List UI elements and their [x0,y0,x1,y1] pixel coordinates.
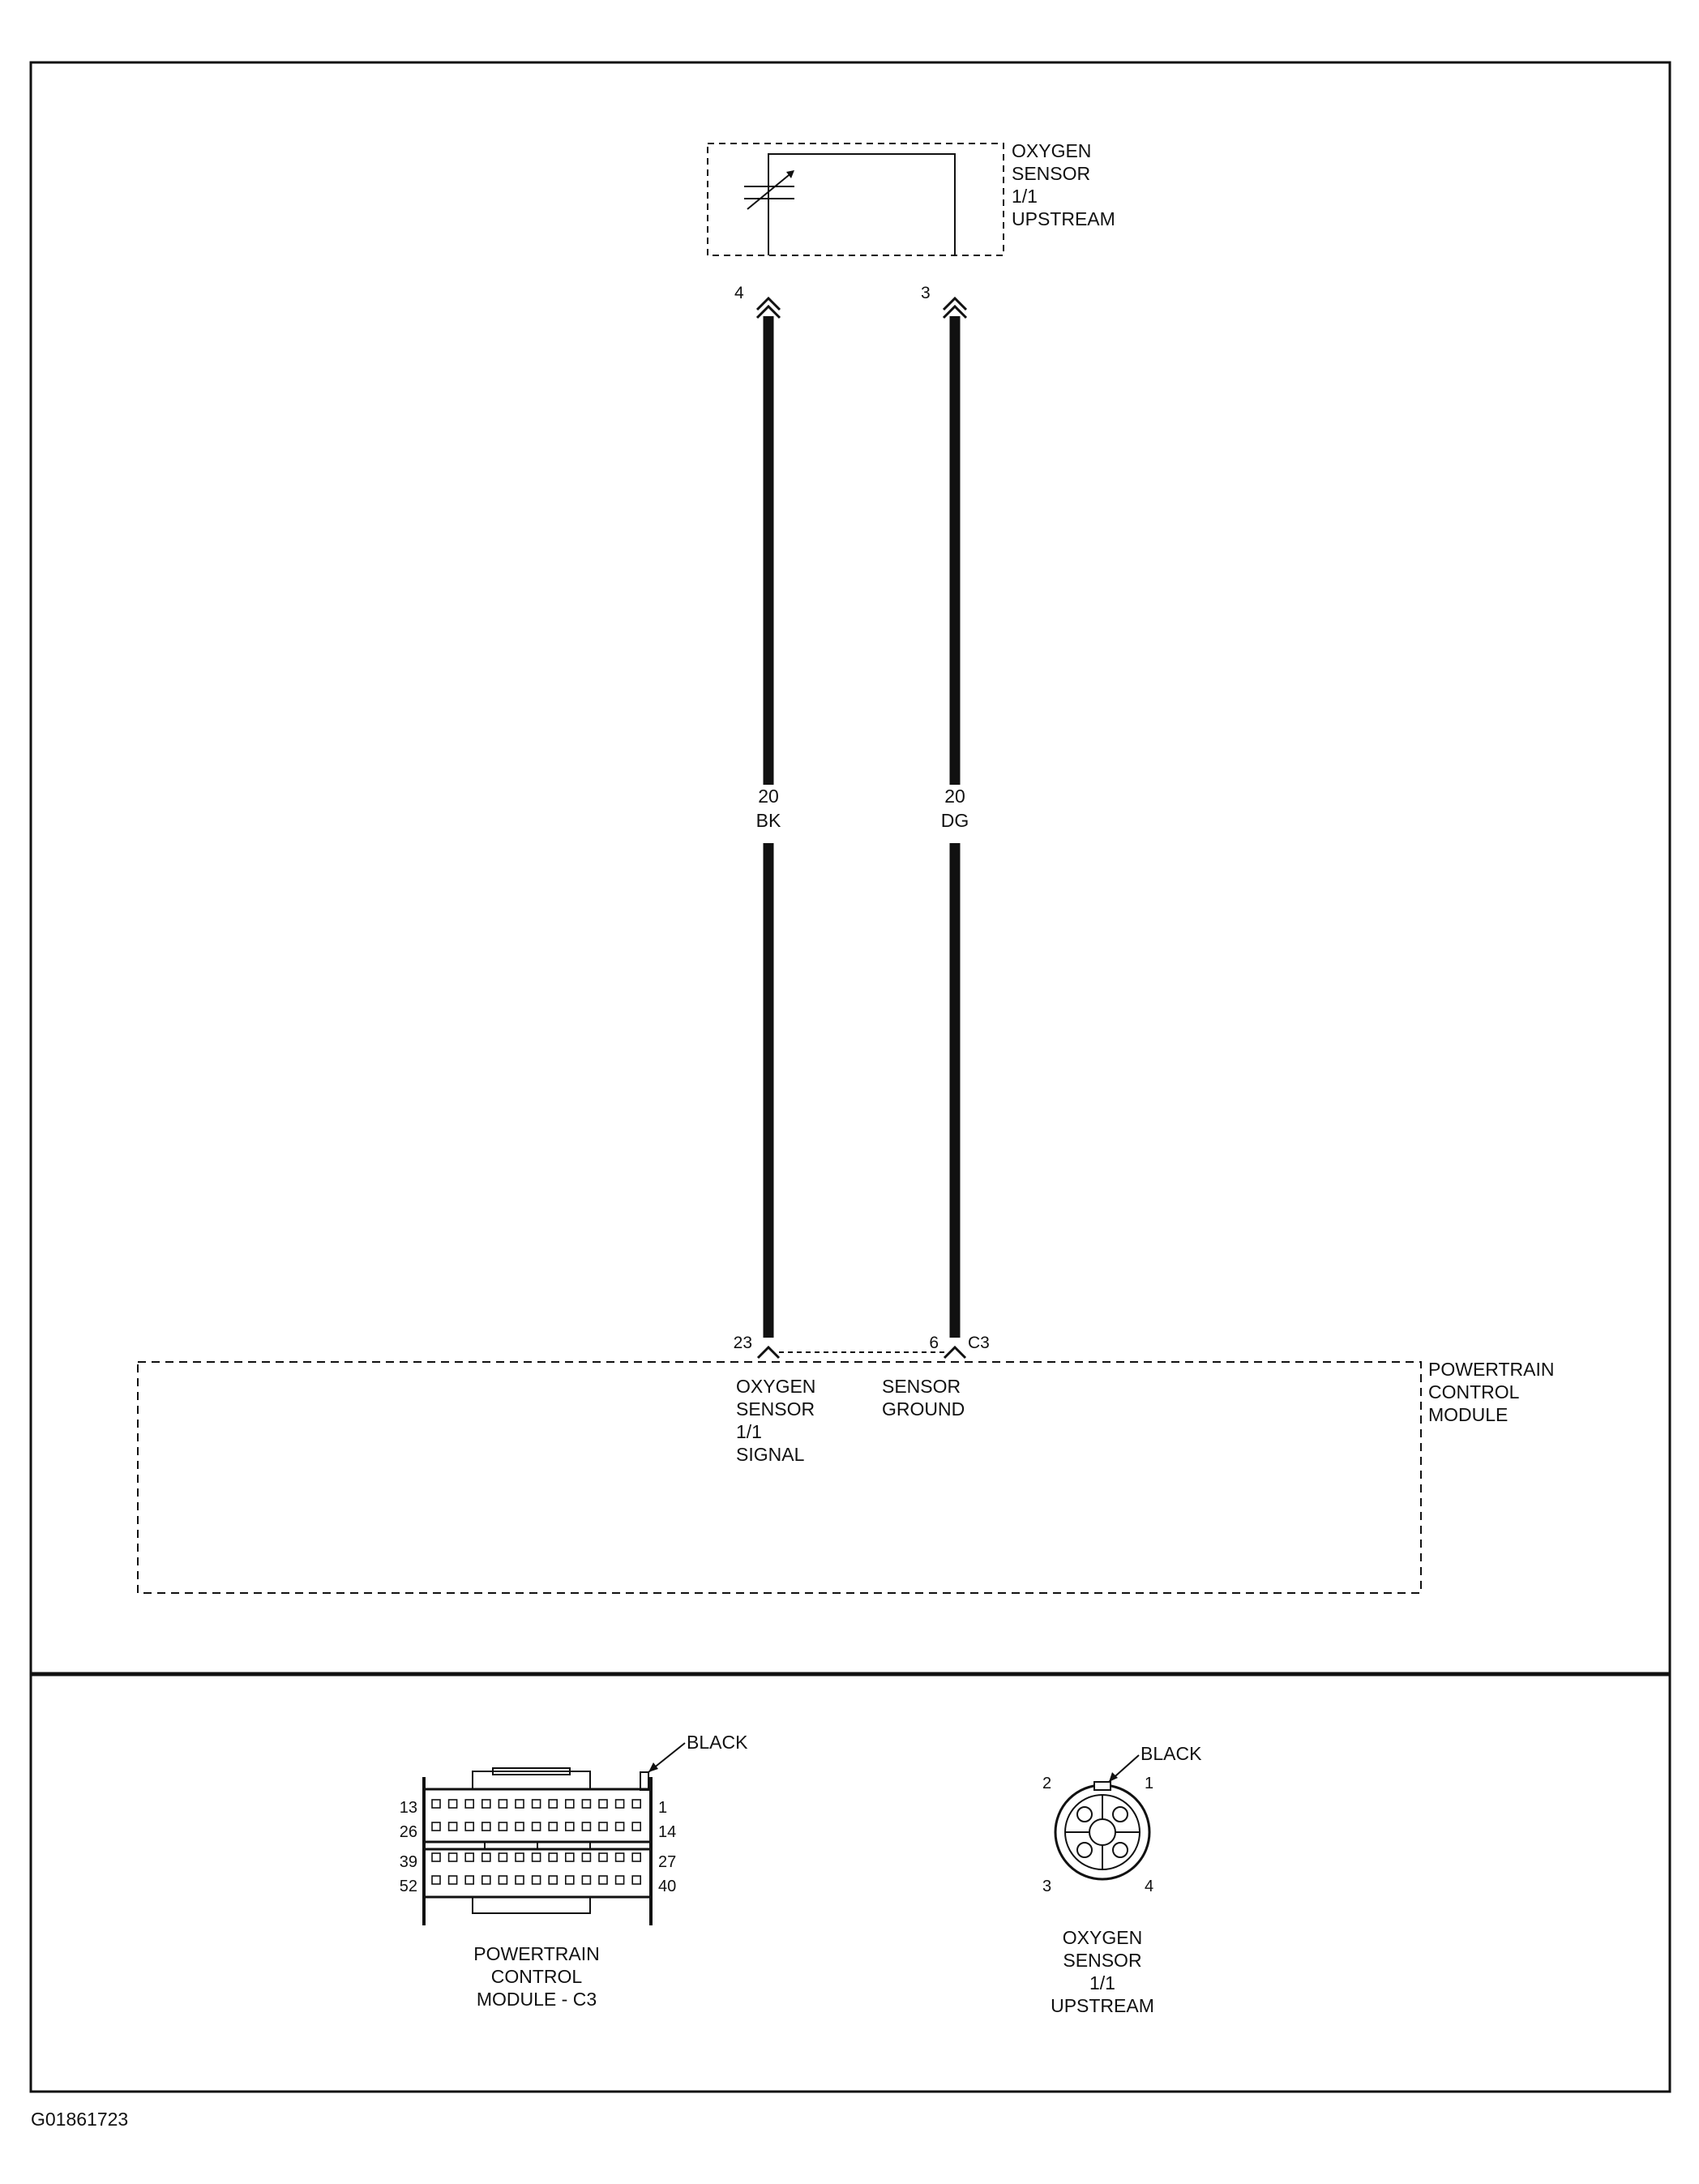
pin-cavity [582,1876,590,1884]
pin-cavity [499,1822,507,1831]
pin-cavity [1113,1807,1128,1822]
pin-cavity [533,1800,541,1808]
pcm-connector-chevron-icon [944,1347,965,1358]
pin-cavity [582,1800,590,1808]
pin-cavity [449,1800,457,1808]
wire-gauge: 20 [758,786,779,807]
pin-cavity [482,1800,490,1808]
sensor-pin-label: 3 [921,284,931,302]
connector-color-label: BLACK [687,1732,748,1753]
pin-cavity [533,1822,541,1831]
pcm-function-line-3: 1/1 [736,1421,762,1442]
pin-cavity [599,1876,607,1884]
wire-ground [882,284,969,1420]
connector-caption-line-2: CONTROL [490,1966,583,1987]
wire-color-code: DG [940,810,969,831]
pin-cavity [599,1822,607,1831]
powertrain-control-module [138,1359,1554,1593]
pcm-function-line-2: SENSOR [736,1398,815,1420]
pcm-function-line-1: OXYGEN [736,1376,816,1397]
pin-cavity [449,1822,457,1831]
pin-cavity [533,1853,541,1861]
leader-arrow-icon [648,1762,658,1772]
pin-cavity [582,1822,590,1831]
sensor-pin-label: 4 [734,284,744,302]
pin-cavity [599,1853,607,1861]
sensor-name-line-4: UPSTREAM [1012,208,1115,229]
connector-caption-line-3: MODULE - C3 [476,1989,597,2010]
pin-label: 4 [1145,1878,1154,1895]
pin-cavity [566,1876,574,1884]
connector-caption-line-2: SENSOR [1063,1950,1142,1971]
sensor-connector-chevron-icon [757,298,780,318]
pin-cavity [432,1822,440,1831]
pin-cavity [616,1800,624,1808]
connector-caption-line-4: UPSTREAM [1051,1995,1154,2016]
wire-signal [734,284,816,1465]
pin-cavity [432,1800,440,1808]
pin-cavity [465,1800,473,1808]
pcm-connector-id: C3 [968,1334,990,1352]
diagram-frame [31,62,1670,2092]
pcm-function-line-4: SIGNAL [736,1444,805,1465]
pcm-function-line-1: SENSOR [882,1376,961,1397]
pin-cavity [432,1853,440,1861]
pin-label-right: 40 [658,1878,677,1895]
pcm-name-line-1: POWERTRAIN [1428,1359,1555,1380]
pin-cavity [449,1876,457,1884]
pin-cavity [465,1853,473,1861]
sensor-name-line-2: SENSOR [1012,163,1091,184]
pin-cavity [482,1876,490,1884]
pcm-pin-label: 23 [733,1334,752,1352]
pcm-name-line-2: CONTROL [1428,1381,1520,1402]
pcm-pin-label: 6 [929,1334,939,1352]
sensor-name-line-3: 1/1 [1012,186,1038,207]
pin-label-left: 13 [399,1799,417,1817]
connector-caption-line-1: OXYGEN [1062,1927,1143,1948]
connector-latch-bottom [473,1897,590,1913]
pin-cavity [566,1800,574,1808]
pcm-name-line-3: MODULE [1428,1404,1509,1425]
pin-label-right: 27 [658,1853,677,1871]
pin-cavity [516,1876,524,1884]
connector-color-label: BLACK [1141,1743,1202,1764]
pin-cavity [549,1876,557,1884]
pin-cavity [499,1876,507,1884]
sensor-connector-view [1042,1743,1202,2016]
pin-cavity [516,1853,524,1861]
connector-caption-line-3: 1/1 [1089,1972,1115,1993]
pin-cavity [632,1876,640,1884]
pin-cavity [616,1876,624,1884]
pcm-connector-chevron-icon [758,1347,779,1358]
pin-cavity [599,1800,607,1808]
pin-cavity [616,1822,624,1831]
pin-cavity [449,1853,457,1861]
pin-cavity [499,1853,507,1861]
pin-cavity [482,1853,490,1861]
pcm-function-line-2: GROUND [882,1398,965,1420]
pin-label: 1 [1145,1775,1154,1792]
pin-cavity [549,1853,557,1861]
pin-label: 3 [1042,1878,1052,1895]
wire-color-code: BK [755,810,781,831]
leader-arrow-icon [1109,1772,1118,1782]
pin-label-right: 1 [658,1799,668,1817]
pin-label-left: 52 [399,1878,417,1895]
sensor-connector-chevron-icon [944,298,966,318]
pin-cavity [465,1822,473,1831]
pin-label-left: 39 [399,1853,417,1871]
sensor-name-line-1: OXYGEN [1012,140,1092,161]
pin-cavity [1113,1843,1128,1857]
pin-cavity [549,1822,557,1831]
pin-cavity [533,1876,541,1884]
pin-label-right: 14 [658,1823,677,1841]
pcm-connector-view [400,1732,748,2010]
pin-cavity [616,1853,624,1861]
pin-cavity [632,1800,640,1808]
wire-gauge: 20 [944,786,965,807]
pin-cavity [432,1876,440,1884]
oxygen-sensor-component [708,140,1115,255]
pin-cavity [549,1800,557,1808]
pin-cavity [516,1822,524,1831]
pin-cavity [582,1853,590,1861]
keyway [1094,1782,1111,1790]
pin-1-marker [640,1772,648,1790]
pin-cavity [632,1853,640,1861]
pin-cavity [632,1822,640,1831]
pin-cavity [566,1822,574,1831]
figure-id: G01861723 [31,2109,129,2130]
pin-cavity [1077,1807,1092,1822]
connector-caption-line-1: POWERTRAIN [473,1943,600,1964]
sensor-internal-circuit [768,154,955,255]
pin-cavity [566,1853,574,1861]
pin-cavity [1077,1843,1092,1857]
pin-cavity [482,1822,490,1831]
pin-label-left: 26 [399,1823,417,1841]
pin-cavity [499,1800,507,1808]
pin-cavity [465,1876,473,1884]
pin-label: 2 [1042,1775,1052,1792]
pin-cavity [516,1800,524,1808]
